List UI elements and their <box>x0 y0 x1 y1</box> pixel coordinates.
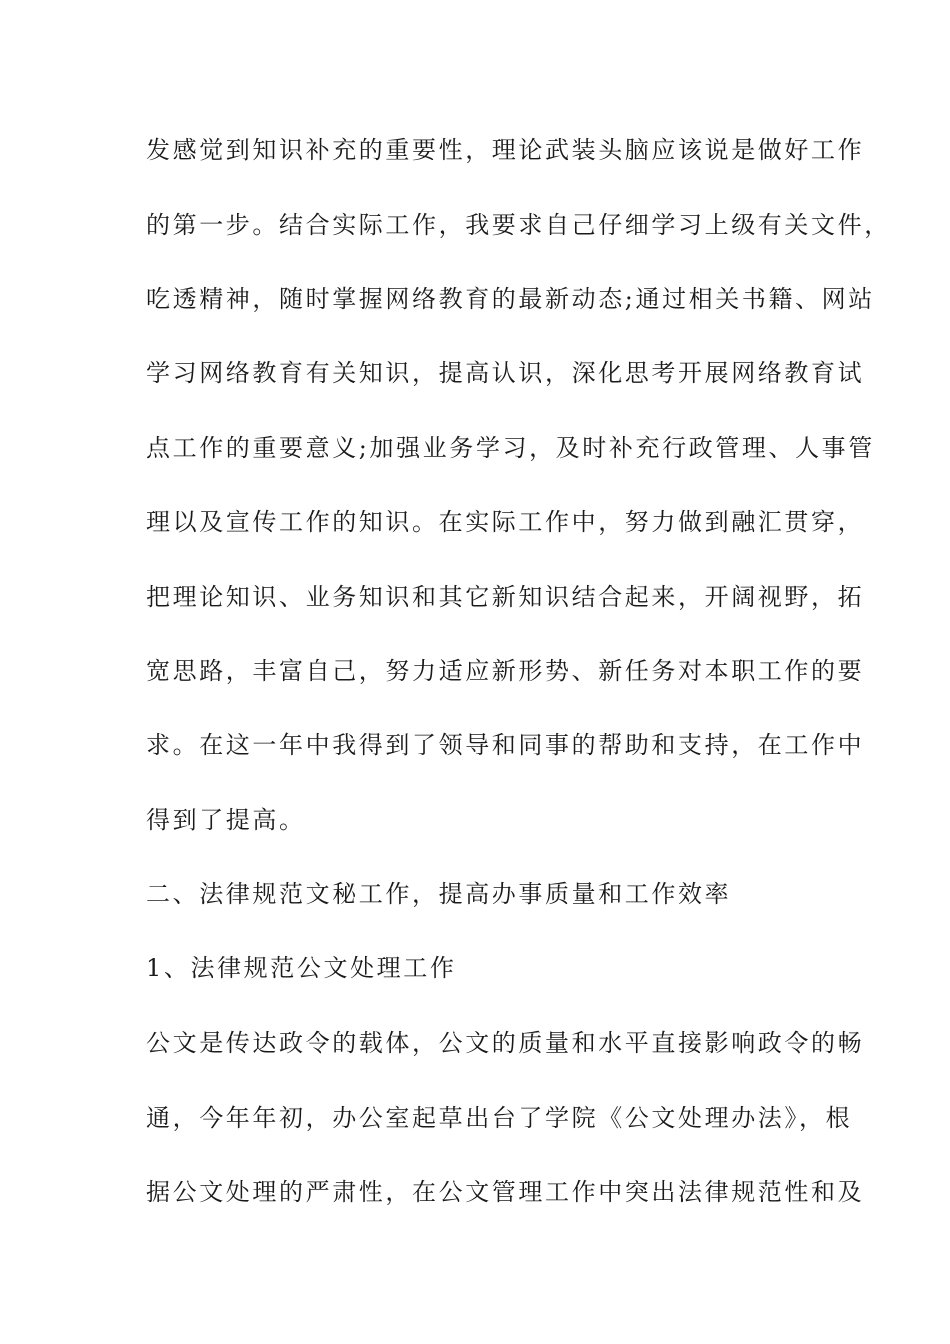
paragraph-line: 求。在这一年中我得到了领导和同事的帮助和支持，在工作中 <box>146 731 865 759</box>
paragraph-line: 学习网络教育有关知识，提高认识，深化思考开展网络教育试 <box>146 359 865 387</box>
paragraph-line: 通，今年年初，办公室起草出台了学院《公文处理办法》，根 <box>146 1104 853 1132</box>
paragraph-line: 公文是传达政令的载体，公文的质量和水平直接影响政令的畅 <box>146 1029 865 1057</box>
paragraph-line: 把理论知识、业务知识和其它新知识结合起来，开阔视野，拓 <box>146 583 865 611</box>
paragraph-line: 得到了提高。 <box>146 806 306 834</box>
paragraph-line: 的第一步。结合实际工作，我要求自己仔细学习上级有关文件， <box>146 211 891 239</box>
paragraph-line: 点工作的重要意义;加强业务学习，及时补充行政管理、人事管 <box>146 434 875 462</box>
paragraph-line: 据公文处理的严肃性，在公文管理工作中突出法律规范性和及 <box>146 1178 865 1206</box>
section-heading: 二、法律规范文秘工作，提高办事质量和工作效率 <box>146 880 732 908</box>
paragraph-line: 宽思路，丰富自己，努力适应新形势、新任务对本职工作的要 <box>146 657 865 685</box>
paragraph-line: 吃透精神，随时掌握网络教育的最新动态;通过相关书籍、网站 <box>146 285 875 313</box>
paragraph-line: 发感觉到知识补充的重要性，理论武装头脑应该说是做好工作 <box>146 136 865 164</box>
paragraph-line: 理以及宣传工作的知识。在实际工作中，努力做到融汇贯穿， <box>146 508 865 536</box>
subsection-heading: 1、法律规范公文处理工作 <box>146 954 457 982</box>
